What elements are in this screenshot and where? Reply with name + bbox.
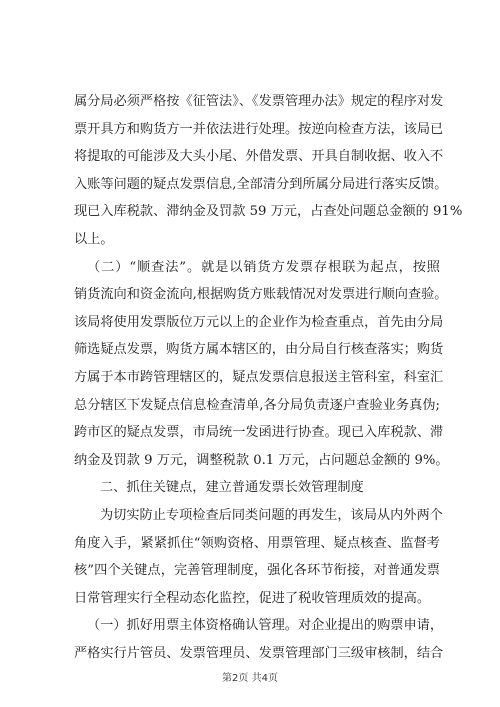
text-line: 总分辖区下发疑点信息检查清单,各分局负责逐户查验业务真伪; bbox=[74, 397, 440, 413]
text-line: 票开具方和购货方一并依法进行处理。按逆向检查方法，该局已 bbox=[74, 121, 444, 137]
text-line: 日常管理实行全程动态化监控，促进了税收管理质效的提高。 bbox=[74, 590, 431, 606]
page-number-footer: 第2页 共4页 bbox=[222, 673, 278, 684]
text-line: 入账等问题的疑点发票信息,全部清分到所属分局进行落实反馈。 bbox=[74, 176, 448, 192]
text-line: 属分局必须严格按《征管法》、《发票管理办法》规定的程序对发 bbox=[74, 94, 444, 109]
text-line: 现已入库税款、滞纳金及罚款 59 万元，占查处问题总金额的 91% bbox=[74, 204, 463, 220]
text-line: 方属于本市跨管理辖区的，疑点发票信息报送主管科室，科室汇 bbox=[74, 369, 444, 385]
text-line: 筛选疑点发票，购货方属本辖区的，由分局自行核查落实；购货 bbox=[74, 342, 444, 358]
text-line: 销货流向和资金流向,根据购货方账载情况对发票进行顺向查验。 bbox=[74, 287, 448, 303]
text-line: 纳金及罚款 9 万元，调整税款 0.1 万元，占问题总金额的 9%。 bbox=[74, 452, 449, 468]
body-text bbox=[74, 88, 463, 667]
text-line: 该局将使用发票版位万元以上的企业作为检查重点，首先由分局 bbox=[74, 314, 444, 330]
text-line: 严格实行片管员、发票管理员、发票管理部门三级审核制，结合 bbox=[74, 645, 444, 661]
text-line: 将提取的可能涉及大头小尾、外借发票、开具自制收据、收入不 bbox=[74, 149, 444, 165]
text-line: 跨市区的疑点发票，市局统一发函进行协查。现已入库税款、滞 bbox=[74, 425, 444, 441]
text-line: 为切实防止专项检查后同类问题的再发生，该局从内外两个 bbox=[100, 507, 443, 523]
paragraph-heading-line: （二）“顺查法”。就是以销货方发票存根联为起点，按照 bbox=[87, 259, 440, 275]
text-line: 角度入手，紧紧抓住“领购资格、用票管理、疑点核查、监督考 bbox=[74, 535, 440, 551]
text-line: 以上。 bbox=[74, 231, 114, 247]
paragraph-heading-line: （一）抓好用票主体资格确认管理。对企业提出的购票申请， bbox=[87, 618, 444, 634]
section-heading: 二、抓住关键点，建立普通发票长效管理制度 bbox=[100, 480, 364, 496]
text-line: 核”四个关键点，完善管理制度，强化各环节衔接，对普通发票 bbox=[74, 563, 440, 579]
